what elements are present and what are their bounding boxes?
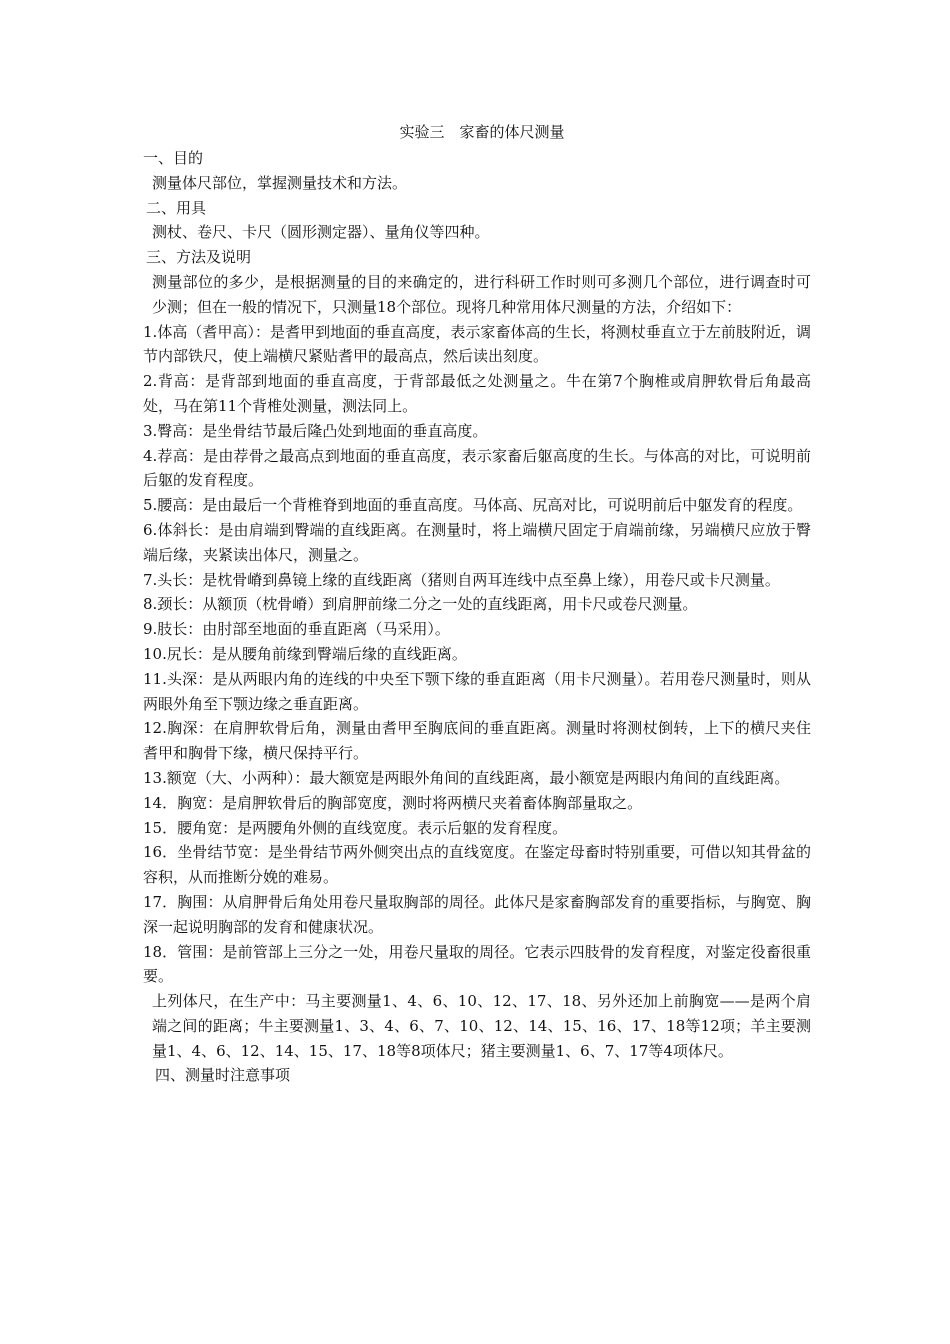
list-item: 13.额宽（大、小两种）：最大额宽是两眼外角间的直线距离，最小额宽是两眼内角间的直线距离。 xyxy=(143,768,790,787)
list-item: 17．胸围：从肩胛骨后角处用卷尺量取胸部的周径。此体尺是家畜胸部发育的重要指标，与胸宽、胸深一起说明胸部的发育和健康状况。 xyxy=(143,892,811,936)
list-item: 7.头长：是枕骨嵴到鼻镜上缘的直线距离（猪则自两耳连线中点至鼻上缘），用卷尺或卡尺测量。 xyxy=(143,570,780,589)
section-text-tools: 测杖、卷尺、卡尺（圆形测定器）、量角仪等四种。 xyxy=(152,223,490,242)
section-heading-methods: 三、方法及说明 xyxy=(146,248,252,267)
list-item: 12.胸深：在肩胛软骨后角，测量由耆甲至胸底间的垂直距离。测量时将测杖倒转，上下的横尺夹住耆甲和胸骨下缘，横尺保持平行。 xyxy=(143,719,811,763)
list-item: 9.肢长：由肘部至地面的垂直距离（马采用）。 xyxy=(143,620,450,639)
section-heading-tools: 二、用具 xyxy=(146,198,207,217)
list-item: 4.荐高：是由荐骨之最高点到地面的垂直高度，表示家畜后躯高度的生长。与体高的对比，可说明前后躯的发育程度。 xyxy=(143,446,811,490)
list-item: 6.体斜长：是由肩端到臀端的直线距离。在测量时，将上端横尺固定于肩端前缘，另端横尺应放于臀端后缘，夹紧读出体尺，测量之。 xyxy=(143,520,811,564)
section-heading-notes: 四、测量时注意事项 xyxy=(155,1066,291,1085)
summary-paragraph: 上列体尺，在生产中：马主要测量1、4、6、10、12、17、18、另外还加上前胸宽——是两个肩端之间的距离；牛主要测量1、3、4、6、7、10、12、14、15、16、17、18等12项；羊主要测量1、4、6、12、14、15、17、18等8项体尺；猪主要测量1、6、7、17等4项体尺。 xyxy=(152,992,811,1060)
list-item: 10.尻长：是从腰角前缘到臀端后缘的直线距离。 xyxy=(143,644,467,663)
section-heading-purpose: 一、目的 xyxy=(143,149,204,167)
document-title: 实验三 家畜的体尺测量 xyxy=(399,123,565,141)
list-item: 1.体高（耆甲高）：是耆甲到地面的垂直高度，表示家畜体高的生长，将测杖垂直立于左前肢附近，调节内部铁尺，使上端横尺紧贴耆甲的最高点，然后读出刻度。 xyxy=(143,322,811,366)
document-body xyxy=(143,118,811,1088)
list-item: 16．坐骨结节宽：是坐骨结节两外侧突出点的直线宽度。在鉴定母畜时特别重要，可借以知其骨盆的容积，从而推断分娩的难易。 xyxy=(143,843,811,887)
list-item: 5.腰高：是由最后一个背椎脊到地面的垂直高度。马体高、尻高对比，可说明前后中躯发育的程度。 xyxy=(143,496,803,515)
section-text-methods-intro: 测量部位的多少，是根据测量的目的来确定的，进行科研工作时则可多测几个部位，进行调查时可少测；但在一般的情况下，只测量18个部位。现将几种常用体尺测量的方法，介绍如下： xyxy=(152,272,811,316)
list-item: 15．腰角宽：是两腰角外侧的直线宽度。表示后躯的发育程度。 xyxy=(143,818,568,837)
section-text-purpose: 测量体尺部位，掌握测量技术和方法。 xyxy=(152,173,408,192)
list-item: 8.颈长：从额顶（枕骨嵴）到肩胛前缘二分之一处的直线距离，用卡尺或卷尺测量。 xyxy=(143,595,698,614)
list-item: 14．胸宽：是肩胛软骨后的胸部宽度，测时将两横尺夹着畜体胸部量取之。 xyxy=(143,793,643,812)
list-item: 3.臀高：是坐骨结节最后隆凸处到地面的垂直高度。 xyxy=(143,421,488,440)
list-item: 2.背高：是背部到地面的垂直高度，于背部最低之处测量之。牛在第7个胸椎或肩胛软骨后角最高处，马在第11个背椎处测量，测法同上。 xyxy=(143,372,811,415)
list-item: 18．管围：是前管部上三分之一处，用卷尺量取的周径。它表示四肢骨的发育程度，对鉴定役畜很重要。 xyxy=(143,942,811,986)
list-item: 11.头深：是从两眼内角的连线的中央至下颚下缘的垂直距离（用卡尺测量）。若用卷尺测量时，则从两眼外角至下颚边缘之垂直距离。 xyxy=(143,669,811,713)
